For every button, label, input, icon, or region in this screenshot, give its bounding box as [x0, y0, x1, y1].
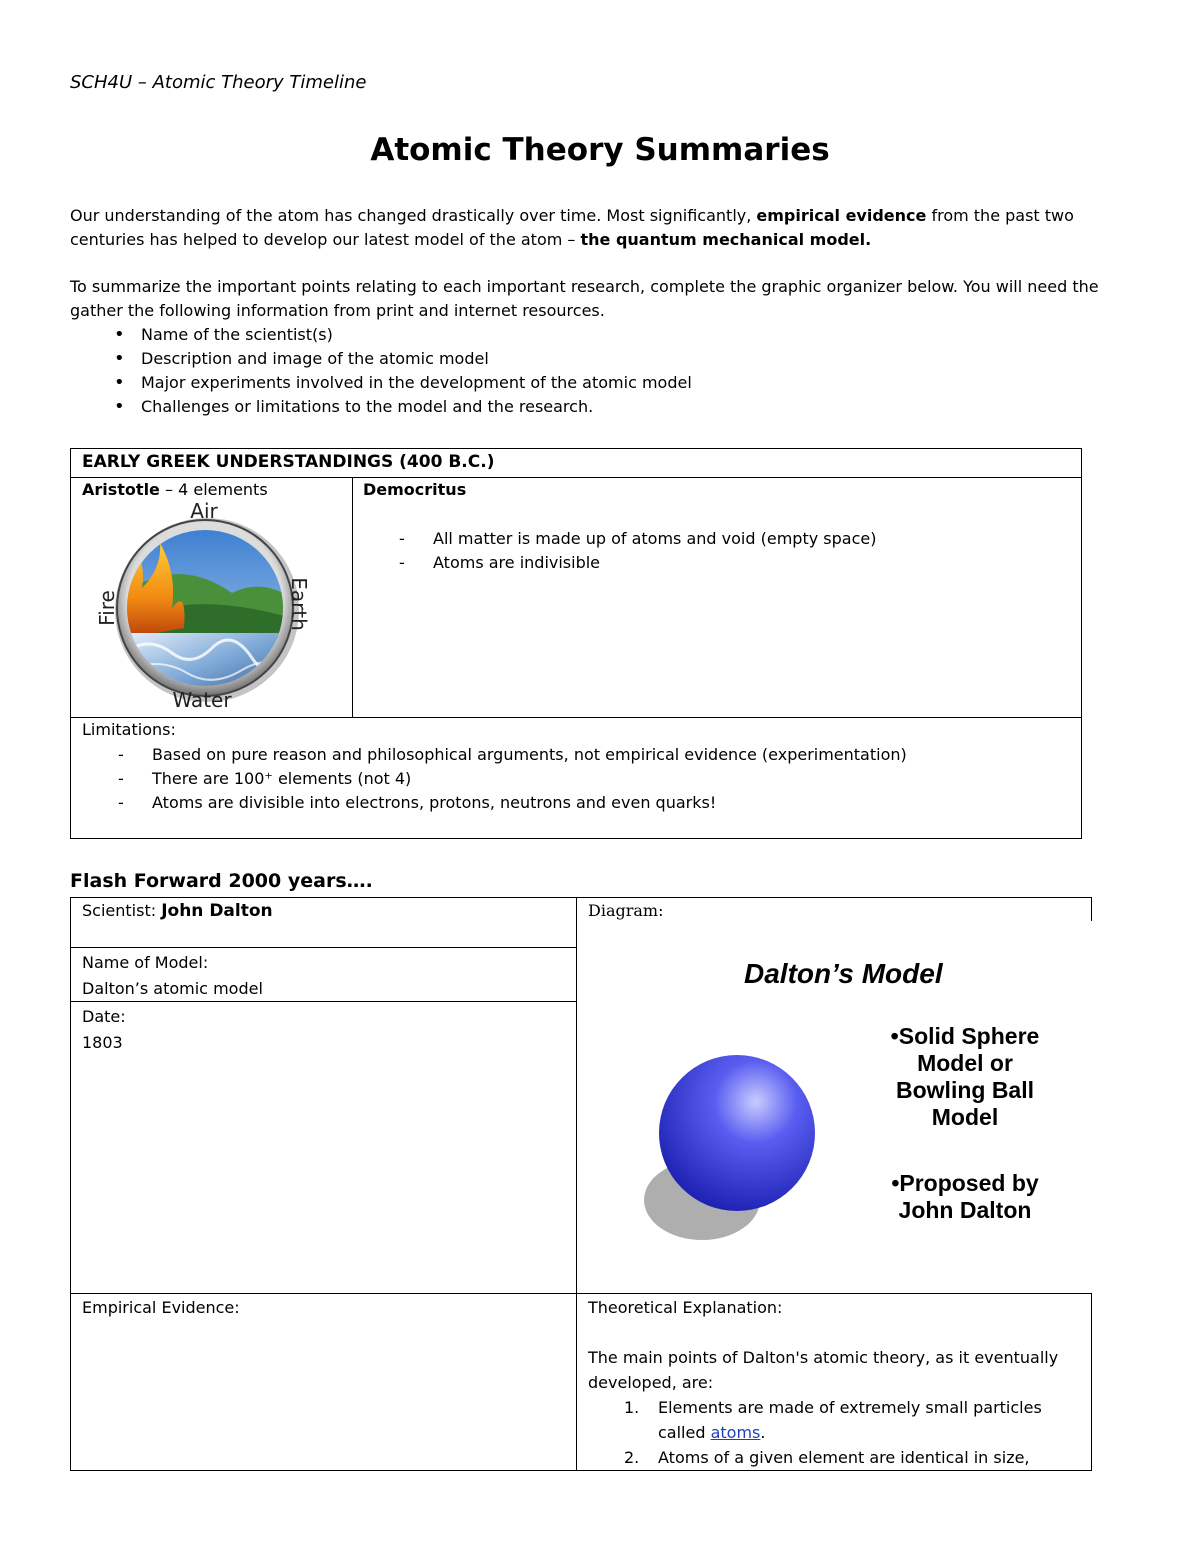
aristotle-label [82, 480, 268, 499]
intro-text-a: Our understanding of the atom has changed drastically over time. Most significantly, [70, 206, 757, 225]
theory-points-list [588, 1395, 1083, 1470]
date-value: 1803 [82, 1033, 123, 1052]
theoretical-explanation-label: Theoretical Explanation: [588, 1298, 783, 1317]
solid-sphere [659, 1055, 815, 1211]
diagram-bullet-proposed-by [860, 1170, 1070, 1224]
list-number: 2. [624, 1448, 640, 1467]
list-item: - Based on pure reason and philosophical arguments, not empirical evidence (experimentation) [72, 743, 1072, 767]
flash-forward-heading: Flash Forward 2000 years…. [70, 870, 373, 892]
table-divider [70, 897, 71, 1471]
dalton-sphere-diagram [640, 1050, 830, 1250]
limitations-list [72, 743, 1072, 815]
limitations-label: Limitations: [82, 720, 176, 739]
list-item: • Major experiments involved in the development of the atomic model [70, 371, 692, 395]
list-item [588, 1395, 1083, 1445]
diagram-label: Diagram: [588, 901, 664, 920]
list-item: - Atoms are indivisible [353, 551, 1073, 575]
aristotle-suffix: – 4 elements [159, 480, 268, 499]
table-divider [70, 717, 1082, 718]
diagram-title: Dalton’s Model [744, 958, 943, 989]
page-title: Atomic Theory Summaries [370, 132, 830, 168]
scientist-value: John Dalton [161, 901, 273, 921]
list-item: • Challenges or limitations to the model and the research. [70, 395, 692, 419]
model-name-label: Name of Model: [82, 953, 209, 972]
intro-paragraph-1 [70, 204, 1140, 252]
list-number: 1. [624, 1398, 640, 1417]
list-item [588, 1445, 1083, 1470]
table-divider [70, 1293, 1092, 1294]
table-divider [70, 897, 1092, 898]
democritus-points [353, 527, 1073, 575]
table-divider [1091, 1293, 1092, 1471]
democritus-label: Democritus [363, 480, 467, 499]
water-label: Water [172, 688, 232, 712]
fire-label: Fire [95, 590, 119, 626]
diagram-text-line: Model or [917, 1050, 1013, 1076]
info-bullet-list [70, 323, 692, 419]
air-label: Air [190, 499, 218, 523]
theoretical-intro: The main points of Dalton's atomic theory, as it eventually developed, are: [588, 1348, 1059, 1392]
diagram-text-line: John Dalton [898, 1197, 1032, 1223]
document-header: SCH4U – Atomic Theory Timeline [70, 72, 367, 93]
diagram-text-line: Model [931, 1104, 999, 1130]
table-divider [352, 477, 353, 718]
theory-text: Atoms of a given element are identical in size, [658, 1448, 1030, 1467]
table-divider [70, 1001, 577, 1002]
list-item: - All matter is made up of atoms and void (empty space) [353, 527, 1073, 551]
scientist-field [82, 901, 273, 921]
theory-text: Elements are made of extremely small particles called [658, 1398, 1042, 1442]
intro-text-c: from the past two centuries has helped to develop our latest model of the atom – [70, 206, 1074, 249]
theory-text: . [760, 1423, 766, 1442]
intro-bold-empirical: empirical evidence [756, 206, 927, 225]
intro-bold-quantum: the quantum mechanical model. [580, 230, 872, 249]
list-item: • Description and image of the atomic model [70, 347, 692, 371]
intro-paragraph-2: To summarize the important points relating to each important research, complete the graphic organizer below. You will need the gather the following information from print and internet resources. [70, 277, 1099, 320]
diagram-text-line: Bowling Ball [896, 1077, 1034, 1103]
list-item: - Atoms are divisible into electrons, protons, neutrons and even quarks! [72, 791, 1072, 815]
table-divider [576, 897, 577, 1471]
list-item: • Name of the scientist(s) [70, 323, 692, 347]
earth-label: Earth [287, 577, 311, 631]
scientist-label: Scientist: [82, 901, 162, 920]
model-name-value: Dalton’s atomic model [82, 979, 263, 998]
table-divider [70, 947, 577, 948]
aristotle-name: Aristotle [82, 480, 160, 499]
greek-heading: EARLY GREEK UNDERSTANDINGS (400 B.C.) [82, 452, 495, 472]
date-label: Date: [82, 1007, 126, 1026]
table-divider [70, 1470, 1092, 1471]
table-divider [70, 477, 1082, 478]
empirical-evidence-label: Empirical Evidence: [82, 1298, 240, 1317]
four-elements-diagram [92, 498, 318, 712]
atoms-link[interactable]: atoms [710, 1423, 761, 1442]
table-divider [1091, 897, 1092, 921]
diagram-text-line: •Proposed by [891, 1170, 1039, 1196]
diagram-text-line: •Solid Sphere [890, 1023, 1040, 1049]
diagram-bullet-solid-sphere [860, 1023, 1070, 1131]
list-item: - There are 100⁺ elements (not 4) [72, 767, 1072, 791]
